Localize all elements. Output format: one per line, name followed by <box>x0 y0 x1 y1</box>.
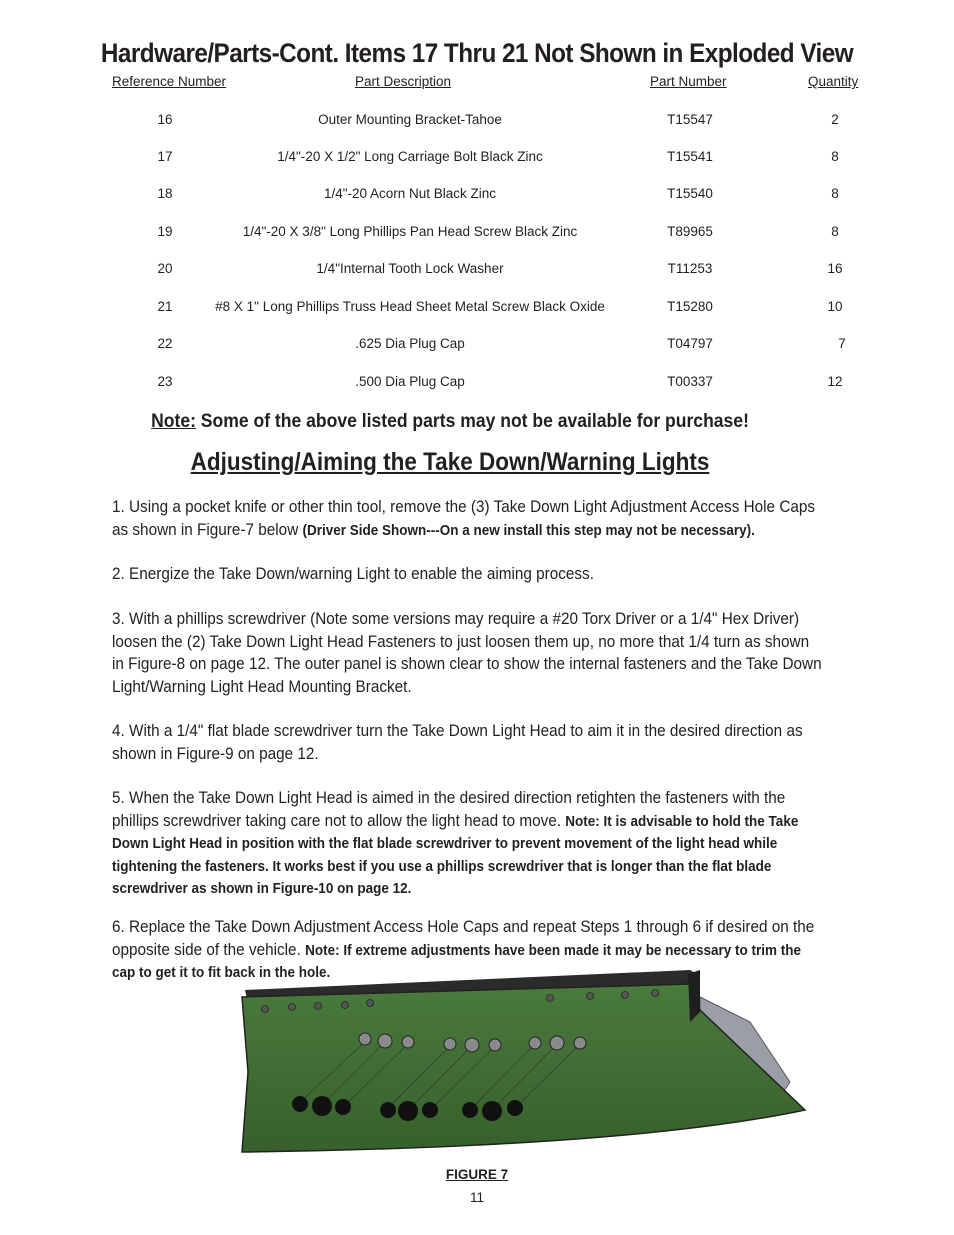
cell-reference-number: 19 <box>157 224 173 239</box>
note-label: Note: <box>151 410 196 432</box>
column-header-quantity: Quantity <box>808 74 859 89</box>
cell-part-description: #8 X 1" Long Phillips Truss Head Sheet Metal Screw Black Oxide <box>215 299 605 314</box>
cell-part-number: T11253 <box>667 261 713 276</box>
cell-part-number: T89965 <box>667 224 713 239</box>
cell-reference-number: 18 <box>157 186 173 201</box>
availability-note <box>0 410 900 433</box>
step-2 <box>112 563 823 586</box>
cell-part-description: 1/4"-20 X 3/8" Long Phillips Pan Head Screw Black Zinc <box>242 224 578 239</box>
figure-caption: FIGURE 7 <box>445 1167 509 1182</box>
cell-part-number: T00337 <box>667 374 713 389</box>
cell-quantity: 10 <box>827 299 843 314</box>
cell-part-number: T15541 <box>667 149 713 164</box>
cell-part-number: T04797 <box>667 336 713 351</box>
cell-part-number: T15540 <box>667 186 713 201</box>
cell-quantity: 8 <box>831 149 839 164</box>
step-4-text: 4. With a 1/4" flat blade screwdriver turn the Take Down Light Head to aim it in the desired direction as shown in Figure-9 on page 12. <box>112 721 803 763</box>
column-header-part-number: Part Number <box>650 74 727 89</box>
step-3-text: 3. With a phillips screwdriver (Note some versions may require a #20 Torx Driver or a 1/4" Hex Driver) loosen the (2) Take Down Light Head Fasteners to just loosen them up, no more that 1/4 turn as shown in Figure-8 on page 12. The outer panel is shown clear to show the internal fasteners and the Take Down Light/Warning Light Head Mounting Bracket. <box>112 609 822 696</box>
cell-part-description: 1/4"Internal Tooth Lock Washer <box>316 261 504 276</box>
cell-part-description: Outer Mounting Bracket-Tahoe <box>318 112 502 127</box>
cell-part-description: .625 Dia Plug Cap <box>355 336 465 351</box>
step-1 <box>112 496 823 541</box>
note-text: Some of the above listed parts may not be available for purchase! <box>195 410 749 432</box>
cell-reference-number: 20 <box>157 261 173 276</box>
column-header-part-description: Part Description <box>355 74 452 89</box>
column-header-reference-number: Reference Number <box>112 74 227 89</box>
step-4 <box>112 720 823 765</box>
cell-part-number: T15280 <box>667 299 713 314</box>
figure-7-panel-illustration <box>230 962 820 1157</box>
step-6-text: 6. Replace the Take Down Adjustment Access Hole Caps and repeat Steps 1 through 6 if desired on the opposite side of the vehicle. <box>112 917 815 959</box>
cell-part-description: .500 Dia Plug Cap <box>355 374 465 389</box>
page-title: Hardware/Parts-Cont. Items 17 Thru 21 Not Shown in Exploded View <box>100 38 854 68</box>
cell-reference-number: 21 <box>157 299 173 314</box>
step-1-note: (Driver Side Shown---On a new install this step may not be necessary). <box>302 521 755 539</box>
step-5-text: 5. When the Take Down Light Head is aimed in the desired direction retighten the fasteners with the phillips screwdriver taking care not to allow the light head to move. <box>112 788 786 830</box>
page-number: 11 <box>469 1190 484 1205</box>
cell-reference-number: 17 <box>157 149 173 164</box>
cell-part-description: 1/4"-20 Acorn Nut Black Zinc <box>323 186 497 201</box>
cell-quantity: 2 <box>831 112 839 127</box>
cell-reference-number: 16 <box>157 112 173 127</box>
cell-part-number: T15547 <box>667 112 713 127</box>
step-6-note: Note: If extreme adjustments have been made it may be necessary to trim the cap to get it to fit back in the hole. <box>112 941 802 981</box>
cell-quantity: 8 <box>831 186 839 201</box>
step-3 <box>112 608 823 698</box>
cell-quantity: 8 <box>831 224 839 239</box>
step-2-text: 2. Energize the Take Down/warning Light to enable the aiming process. <box>112 564 594 583</box>
cell-quantity: 7 <box>838 336 846 351</box>
cell-reference-number: 23 <box>157 374 173 389</box>
cell-reference-number: 22 <box>157 336 173 351</box>
step-5-note: Note: It is advisable to hold the Take Down Light Head in position with the flat blade screwdriver to prevent movement of the light head while tightening the fasteners. It works best if you use a phillips screwdriver that is longer than the flat blade screwdriver as shown in Figure-10 on page 12. <box>112 812 799 897</box>
cell-quantity: 16 <box>827 261 843 276</box>
step-1-text: 1. Using a pocket knife or other thin tool, remove the (3) Take Down Light Adjustment Access Hole Caps as shown in Figure-7 below <box>112 497 816 539</box>
step-5 <box>112 787 823 900</box>
cell-quantity: 12 <box>827 374 843 389</box>
section-title: Adjusting/Aiming the Take Down/Warning Lights <box>190 448 710 476</box>
cell-part-description: 1/4"-20 X 1/2" Long Carriage Bolt Black Zinc <box>277 149 543 164</box>
